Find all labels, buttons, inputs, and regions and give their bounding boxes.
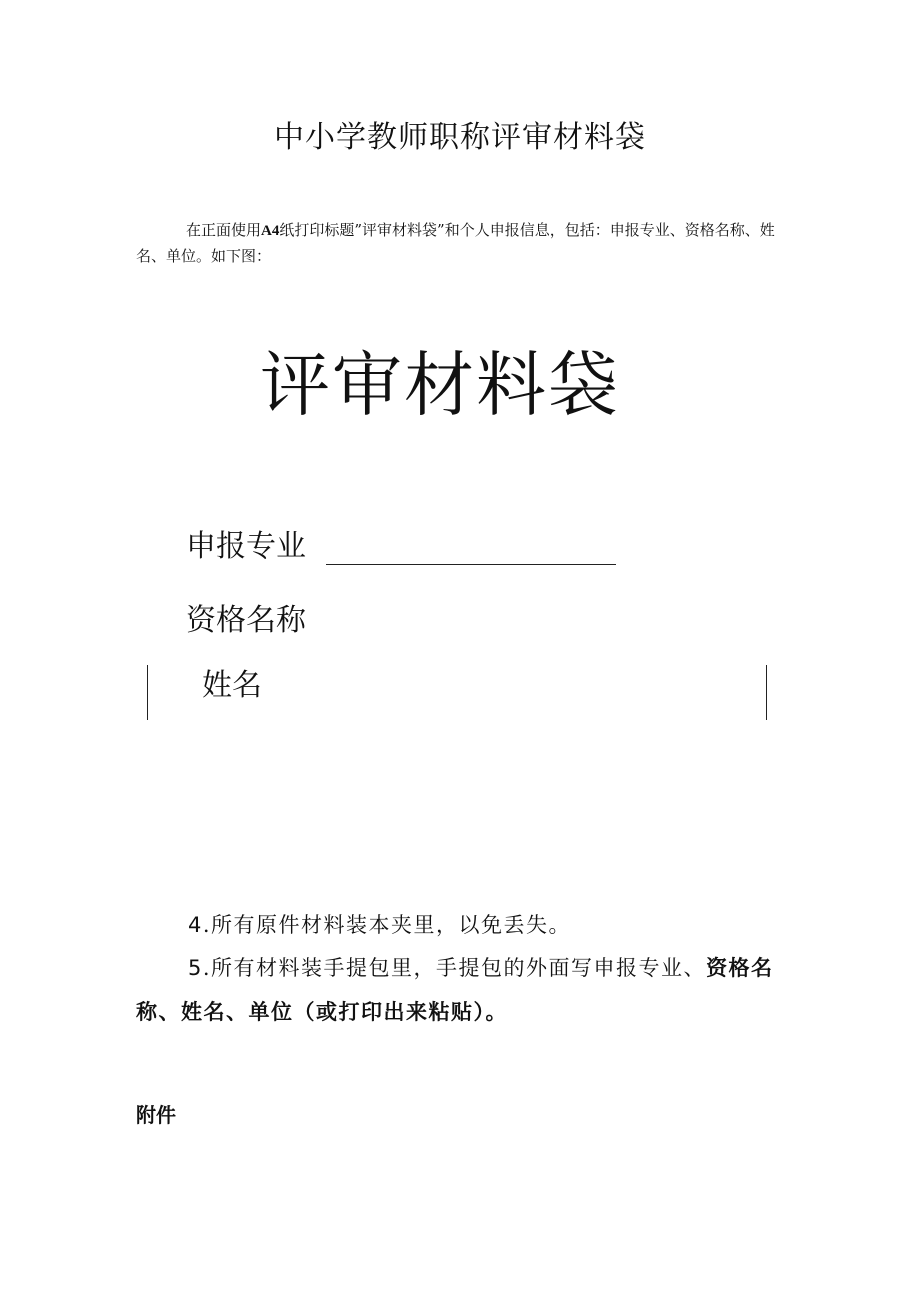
item-number: 5	[188, 956, 203, 980]
right-vertical-line	[766, 665, 767, 720]
list-item	[136, 946, 786, 1034]
intro-prefix: 在正面使用	[186, 221, 262, 239]
field-label-name: 姓名	[202, 668, 262, 703]
field-label-qualification: 资格名称	[186, 603, 306, 638]
item-number: 4	[188, 913, 203, 937]
intro-suffix: 纸打印标题”评审材料袋”和个人申报信息，包括：申报专业、资格名称、姓名、单位。如下图：	[136, 221, 775, 265]
list-item	[136, 903, 786, 947]
left-vertical-line	[147, 665, 148, 720]
intro-paper-size: A4	[261, 223, 280, 239]
item-text: .所有材料装手提包里，手提包的外面写申报专业、	[202, 956, 707, 980]
item-bold-text: 资格名称、姓名、单位（或打印出来粘贴）。	[136, 955, 774, 1024]
cover-title: 评审材料袋	[260, 344, 620, 426]
page-title: 中小学教师职称评审材料袋	[274, 120, 646, 155]
field-label-major: 申报专业	[186, 529, 306, 564]
item-text: .所有原件材料装本夹里，以免丢失。	[202, 913, 572, 937]
major-underline	[326, 564, 616, 565]
intro-paragraph	[136, 218, 786, 269]
attachment-label: 附件	[136, 1103, 176, 1127]
